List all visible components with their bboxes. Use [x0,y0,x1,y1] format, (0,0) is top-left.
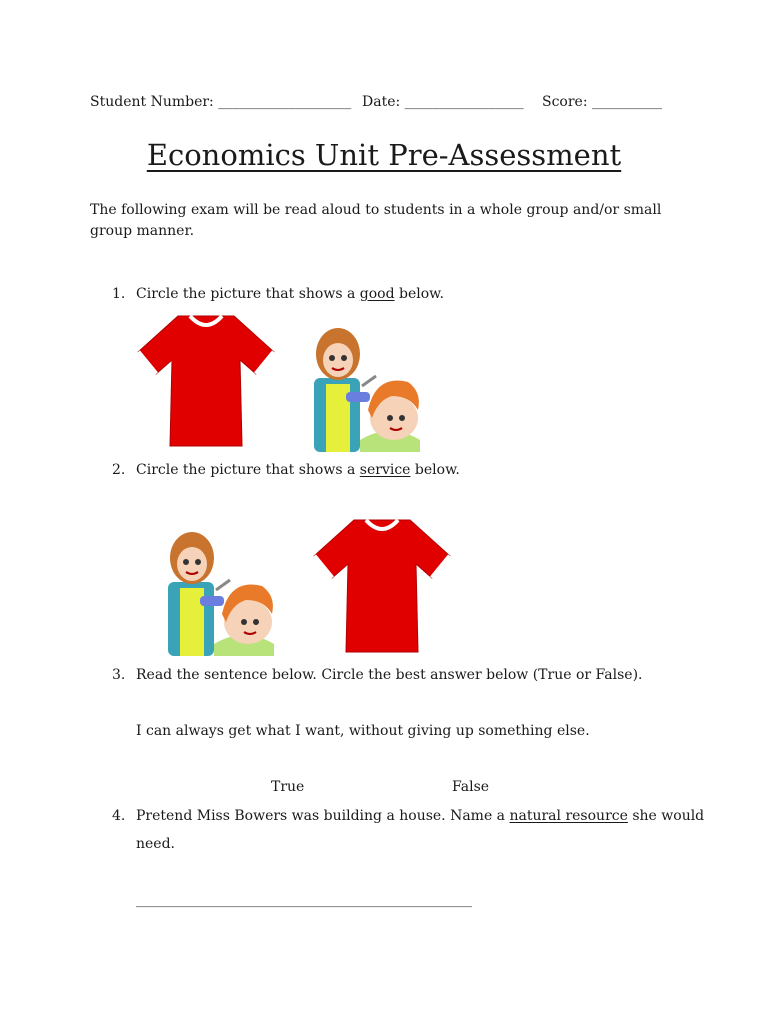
question-2-term: service [359,462,411,478]
question-1-text [136,286,444,302]
red-shirt-icon [312,516,452,656]
question-1-prefix: Circle the picture that shows a [136,286,360,302]
question-4-prefix: Pretend Miss Bowers was building a house. Name a [136,808,510,824]
q2-hairdresser-image[interactable] [164,526,304,656]
question-4-answer-line[interactable]: ________________________________________________ [136,892,472,908]
question-2-text [136,462,460,478]
question-4-text-line-2: need. [136,836,175,852]
student-number-field[interactable]: Student Number: ___________________ [90,94,352,110]
answer-option-false[interactable]: False [452,779,490,795]
question-3-text: Read the sentence below. Circle the best answer below (True or False). [136,667,643,683]
intro-text: The following exam will be read aloud to students in a whole group and/or small group manner. [90,202,662,239]
question-2-prefix: Circle the picture that shows a [136,462,360,478]
red-shirt-icon [136,312,276,452]
question-1-number: 1. [112,286,126,302]
q2-red-shirt-image[interactable] [312,516,452,656]
question-3-number: 3. [112,667,126,683]
score-field[interactable]: Score: __________ [542,94,663,110]
question-2-suffix: below. [410,462,460,478]
question-1-suffix: below. [394,286,444,302]
question-1-term: good [359,286,395,302]
question-4-suffix: she would [627,808,705,824]
date-field[interactable]: Date: _________________ [362,94,524,110]
q1-hairdresser-image[interactable] [310,322,450,452]
question-2-number: 2. [112,462,126,478]
question-4-text [136,808,704,824]
page-title: Economics Unit Pre-Assessment [146,138,622,172]
hairdresser-icon [164,526,304,656]
hairdresser-icon [310,322,450,452]
question-3-sentence: I can always get what I want, without giving up something else. [136,723,590,739]
q1-red-shirt-image[interactable] [136,312,276,452]
question-4-term: natural resource [509,808,628,824]
answer-option-true[interactable]: True [271,779,305,795]
question-4-number: 4. [112,808,126,824]
